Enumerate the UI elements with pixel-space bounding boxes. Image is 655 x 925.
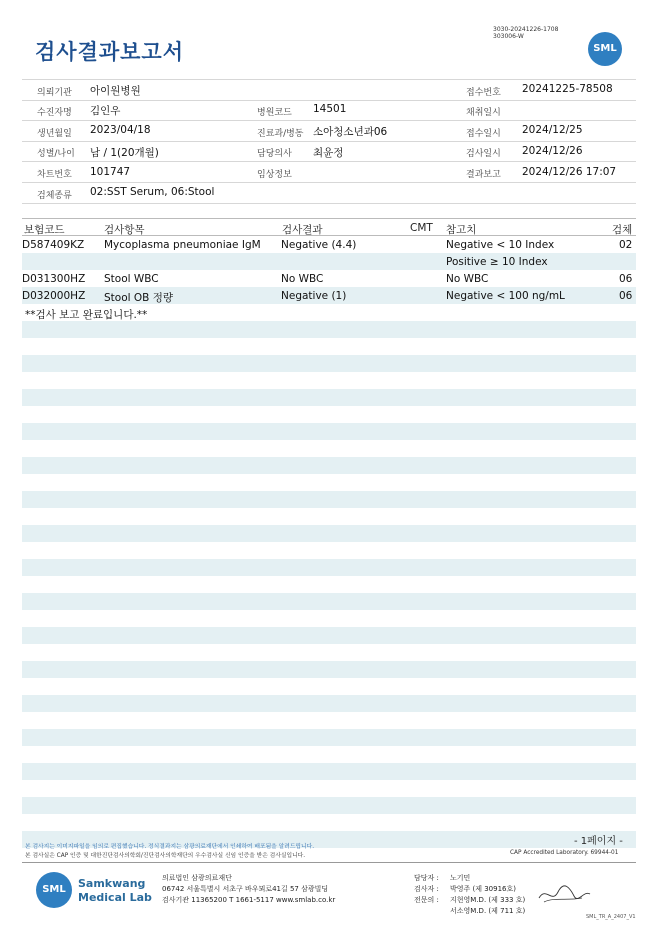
specimen-label: 검체종류	[37, 191, 72, 201]
footer-divider	[22, 862, 636, 863]
row-band	[22, 695, 636, 712]
institution-value: 아이원병원	[90, 85, 141, 97]
col-code-header: 보험코드	[24, 224, 65, 236]
org-contact: 검사기관 11365200 T 1661-5117 www.smlab.co.kr	[162, 896, 336, 904]
col-cmt-header: CMT	[410, 222, 433, 234]
patient-label: 수진자명	[37, 108, 72, 118]
staff-label: 담당자 :	[414, 874, 439, 882]
doctor-label: 담당의사	[257, 149, 292, 159]
divider	[22, 141, 636, 142]
birth-label: 생년월일	[37, 129, 72, 139]
row-code: D032000HZ	[22, 290, 86, 302]
signature-icon	[536, 882, 592, 908]
exam-date-label: 검사일시	[466, 149, 501, 159]
institution-label: 의뢰기관	[37, 88, 72, 98]
receipt-no-label: 접수번호	[466, 88, 501, 98]
divider	[22, 100, 636, 101]
row-band	[22, 525, 636, 542]
specialist-label: 전문의 :	[414, 896, 439, 904]
hospital-code-value: 14501	[313, 103, 347, 115]
sex-age-value: 남 / 1(20개월)	[90, 147, 159, 159]
notice-line-1: 본 검사지는 이미지파일을 임의로 편집했습니다. 정식결과지는 삼광의료재단에서 인쇄하여 배포됨을 알려드립니다.	[25, 844, 315, 850]
row-ref-2: Positive ≥ 10 Index	[446, 256, 548, 268]
exam-date-value: 2024/12/26	[522, 145, 583, 157]
row-ref: No WBC	[446, 273, 489, 285]
page-number: - 1페이지 -	[574, 836, 623, 847]
receipt-date-value: 2024/12/25	[522, 124, 583, 136]
hospital-code-label: 병원코드	[257, 108, 292, 118]
doctor-value: 최윤정	[313, 147, 344, 159]
row-ref: Negative < 100 ng/mL	[446, 290, 565, 302]
col-specimen-header: 검체	[612, 224, 633, 236]
row-band	[22, 491, 636, 508]
row-band	[22, 627, 636, 644]
row-specimen: 06	[619, 290, 633, 302]
divider	[22, 120, 636, 121]
row-item: Stool WBC	[104, 273, 159, 285]
results-table-header	[22, 218, 636, 236]
divider	[22, 79, 636, 80]
col-ref-header: 참고치	[446, 224, 477, 236]
sex-age-label: 성별/나이	[37, 149, 75, 159]
brand-line-2: Medical Lab	[78, 891, 152, 904]
report-code-line2: 303006-W	[493, 33, 524, 40]
sml-logo-icon: SML	[588, 32, 622, 66]
dept-label: 진료과/병동	[257, 129, 304, 139]
row-band	[22, 355, 636, 372]
row-specimen: 06	[619, 273, 633, 285]
receipt-date-label: 접수일시	[466, 129, 501, 139]
col-result-header: 검사결과	[282, 224, 323, 236]
org-address: 06742 서울특별시 서초구 바우뫼로41길 57 삼광빌딩	[162, 885, 329, 893]
divider	[22, 182, 636, 183]
row-result: Negative (1)	[281, 290, 347, 302]
report-complete-note: **검사 보고 완료입니다.**	[25, 309, 148, 321]
specimen-value: 02:SST Serum, 06:Stool	[90, 186, 215, 198]
row-band	[22, 423, 636, 440]
row-code: D587409KZ	[22, 239, 85, 251]
brand-line-1: Samkwang	[78, 877, 146, 890]
form-code: SML_TR_A_2407_V1	[586, 914, 636, 920]
row-band	[22, 559, 636, 576]
row-band	[22, 797, 636, 814]
chart-value: 101747	[90, 166, 131, 178]
sml-logo-icon: SML	[36, 872, 72, 908]
patient-value: 김인우	[90, 105, 121, 117]
row-band	[22, 457, 636, 474]
report-date-label: 결과보고	[466, 170, 501, 180]
collect-date-label: 채취일시	[466, 108, 501, 118]
tester-value: 박영주 (제 30916호)	[450, 885, 516, 893]
cap-accreditation: CAP Accredited Laboratory. 69944-01	[510, 850, 619, 856]
row-band	[22, 661, 636, 678]
divider	[22, 203, 636, 204]
report-date-value: 2024/12/26 17:07	[522, 166, 617, 178]
row-ref: Negative < 10 Index	[446, 239, 555, 251]
col-item-header: 검사항목	[104, 224, 145, 236]
row-band	[22, 321, 636, 338]
row-specimen: 02	[619, 239, 633, 251]
tester-label: 검사자 :	[414, 885, 439, 893]
row-result: No WBC	[281, 273, 324, 285]
specialist-value-1: 지현영M.D. (제 333 호)	[450, 896, 526, 904]
page-title: 검사결과보고서	[35, 40, 185, 64]
dept-value: 소아청소년과06	[313, 126, 388, 138]
row-result: Negative (4.4)	[281, 239, 357, 251]
specialist-value-2: 서소영M.D. (제 711 호)	[450, 907, 526, 915]
row-band	[22, 593, 636, 610]
org-name: 의료법인 삼광의료재단	[162, 874, 232, 882]
row-item: Stool OB 정량	[104, 292, 173, 304]
row-item: Mycoplasma pneumoniae IgM	[104, 239, 261, 251]
row-band	[22, 389, 636, 406]
receipt-no-value: 20241225-78508	[522, 83, 613, 95]
row-code: D031300HZ	[22, 273, 86, 285]
divider	[22, 161, 636, 162]
row-band	[22, 763, 636, 780]
staff-value: 노기민	[450, 874, 471, 882]
report-code-line1: 3030-20241226-1708	[493, 26, 559, 33]
clinical-label: 임상정보	[257, 170, 292, 180]
birth-value: 2023/04/18	[90, 124, 151, 136]
row-band	[22, 729, 636, 746]
notice-line-2: 본 검사실은 CAP 인증 및 대한진단검사의학회/진단검사의학재단의 우수검사실 신임 인증을 받은 검사실입니다.	[25, 853, 306, 859]
chart-label: 차트번호	[37, 170, 72, 180]
